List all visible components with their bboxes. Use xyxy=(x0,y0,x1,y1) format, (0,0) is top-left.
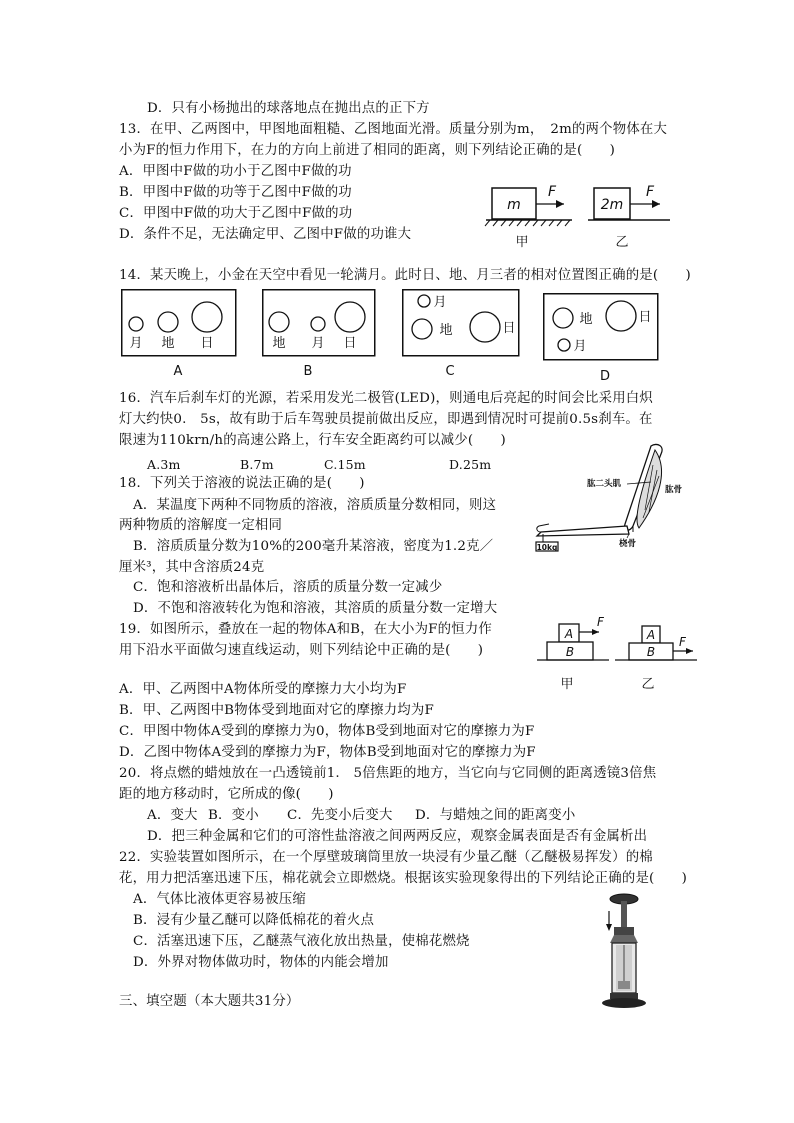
q13-figure xyxy=(484,180,684,255)
q19-force-right: F xyxy=(679,635,686,649)
q14-a-label-moon: 月 xyxy=(129,336,143,351)
q19-stem-line2: 用下沿水平面做匀速直线运动，则下列结论中正确的是( ) xyxy=(119,643,484,658)
q18-option-c: C．饱和溶液析出晶体后，溶质的质量分数一定减少 xyxy=(133,580,443,595)
q19-stem-line1: 19．如图所示，叠放在一起的物体A和B，在大小为F的恒力作 xyxy=(119,622,493,637)
q12-option-d: D．只有小杨抛出的球落地点在抛出点的正下方 xyxy=(147,101,430,116)
q19-label-left: 甲 xyxy=(560,677,574,692)
q14-stem: 14．某天晚上，小金在天空中看见一轮满月。此时日、地、月三者的相对位置图正确的是( ) xyxy=(119,268,691,283)
q19-option-c: C．甲图中物体A受到的摩擦力为0，物体B受到地面对它的摩擦力为F xyxy=(119,724,535,739)
q14-d-label-earth: 地 xyxy=(579,312,593,327)
q14-a-label-sun: 日 xyxy=(200,336,214,351)
q14-d-letter: D xyxy=(599,369,611,384)
q14-b-label-moon: 月 xyxy=(311,336,325,351)
q14-panel-a xyxy=(121,289,237,379)
q16-option-b: B.7m xyxy=(240,457,274,472)
q18-weight-label: 10kg xyxy=(536,543,558,552)
q16-stem-line1: 16．汽车后刹车灯的光源，若采用发光二极管(LED)，则通电后亮起的时间会比采用白炽 xyxy=(119,391,653,406)
q14-a-label-earth: 地 xyxy=(161,336,175,351)
q19-block-b-left: B xyxy=(565,645,575,659)
q19-block-a-left: A xyxy=(564,627,574,641)
q22-stem-line1: 22．实验装置如图所示，在一个厚壁玻璃筒里放一块浸有少量乙醚（乙醚极易挥发）的棉 xyxy=(119,850,653,865)
q18-humerus-label: 肱骨 xyxy=(665,485,683,495)
q14-panel-c xyxy=(402,289,522,379)
q18-radius-label: 桡骨 xyxy=(619,539,637,549)
q14-c-letter: C xyxy=(445,364,455,379)
q22-option-c: C．活塞迅速下压，乙醚蒸气液化放出热量，使棉花燃烧 xyxy=(133,934,470,949)
q14-a-letter: A xyxy=(173,364,183,379)
q13-mass-right: 2m xyxy=(600,197,624,213)
q19-figure xyxy=(535,614,705,694)
q20-extra-line: D．把三种金属和它们的可溶性盐溶液之间两两反应，观察金属表面是否有金属析出 xyxy=(147,829,648,844)
q18-muscle-label: 肱二头肌 xyxy=(587,479,622,489)
q14-d-label-moon: 月 xyxy=(573,339,587,354)
q19-block-a-right: A xyxy=(646,628,656,642)
q18-option-a-line2: 两种物质的溶解度一定相同 xyxy=(119,518,283,533)
q19-label-right: 乙 xyxy=(641,677,655,692)
q18-option-b-line1: B．溶质质量分数为10%的200毫升某溶液，密度为1.2克／ xyxy=(133,539,494,554)
q16-stem-line3: 限速为110krn/h的高速公路上，行车安全距离约可以减少( ) xyxy=(119,433,506,448)
q13-stem-line1: 13．在甲、乙两图中，甲图地面粗糙、乙图地面光滑。质量分别为m， 2m的两个物体在大 xyxy=(119,122,668,137)
q20-option-c: C．先变小后变大 xyxy=(287,808,393,823)
q18-stem: 18．下列关于溶液的说法正确的是( ) xyxy=(119,476,365,491)
q19-option-a: A．甲、乙两图中A物体所受的摩擦力大小均为F xyxy=(119,682,407,697)
q22-option-b: B．浸有少量乙醚可以降低棉花的着火点 xyxy=(133,913,375,928)
q13-label-left: 甲 xyxy=(515,235,529,250)
q19-force-left: F xyxy=(597,615,604,629)
q19-option-d: D．乙图中物体A受到的摩擦力为F，物体B受到地面对它的摩擦力为F xyxy=(119,745,536,760)
q20-stem-line1: 20．将点燃的蜡烛放在一凸透镜前1. 5倍焦距的地方，当它向与它同侧的距离透镜3倍焦 xyxy=(119,766,657,781)
q20-option-b: B．变小 xyxy=(208,808,259,823)
q13-label-right: 乙 xyxy=(615,235,629,250)
q22-option-d: D．外界对物体做功时，物体的内能会增加 xyxy=(133,955,389,970)
q16-option-d: D.25m xyxy=(449,457,492,472)
q18-option-a-line1: A．某温度下两种不同物质的溶液，溶质质量分数相同，则这 xyxy=(133,498,497,513)
q13-option-d: D．条件不足，无法确定甲、乙图中F做的功谁大 xyxy=(119,227,412,242)
q14-b-label-earth: 地 xyxy=(272,336,286,351)
q20-option-d: D．与蜡烛之间的距离变小 xyxy=(415,808,576,823)
q19-block-b-right: B xyxy=(646,645,656,659)
q13-stem-line2: 小为F的恒力作用下，在力的方向上前进了相同的距离，则下列结论正确的是( ) xyxy=(119,143,616,158)
q14-panel-d xyxy=(543,293,663,383)
q14-panel-b xyxy=(262,289,378,379)
q16-stem-line2: 灯大约快0. 5s，故有助于后车驾驶员提前做出反应，即遇到情况时可提前0.5s刹车。在 xyxy=(119,412,653,427)
q14-c-label-moon: 月 xyxy=(433,295,447,310)
q13-force-right: F xyxy=(646,184,655,200)
q14-d-label-sun: 日 xyxy=(638,310,652,325)
q19-option-b: B．甲、乙两图中B物体受到地面对它的摩擦力均为F xyxy=(119,703,434,718)
q13-force-left: F xyxy=(548,184,557,200)
q22-option-a: A．气体比液体更容易被压缩 xyxy=(133,892,306,907)
q14-c-label-earth: 地 xyxy=(439,323,453,338)
section3-title: 三、填空题（本大题共31分） xyxy=(119,994,300,1009)
q13-option-c: C．甲图中F做的功大于乙图中F做的功 xyxy=(119,206,353,221)
q14-b-label-sun: 日 xyxy=(343,336,357,351)
q22-apparatus-figure xyxy=(600,893,650,1011)
q18-option-b-line2: 厘米³，其中含溶质24克 xyxy=(119,560,265,575)
q22-stem-line2: 花，用力把活塞迅速下压，棉花就会立即燃烧。根据该实验现象得出的下列结论正确的是( ) xyxy=(119,871,688,886)
q18-arm-figure xyxy=(533,440,693,555)
q16-option-a: A.3m xyxy=(147,457,181,472)
q13-mass-left: m xyxy=(507,197,521,213)
q14-c-label-sun: 日 xyxy=(502,321,516,336)
q14-b-letter: B xyxy=(303,364,313,379)
q13-option-b: B．甲图中F做的功等于乙图中F做的功 xyxy=(119,185,352,200)
q16-option-c: C.15m xyxy=(324,457,366,472)
q20-option-a: A．变大 xyxy=(147,808,198,823)
q20-stem-line2: 距的地方移动时，它所成的像( ) xyxy=(119,787,334,802)
q13-option-a: A．甲图中F做的功小于乙图中F做的功 xyxy=(119,164,352,179)
q18-option-d: D．不饱和溶液转化为饱和溶液，其溶质的质量分数一定增大 xyxy=(133,601,498,616)
